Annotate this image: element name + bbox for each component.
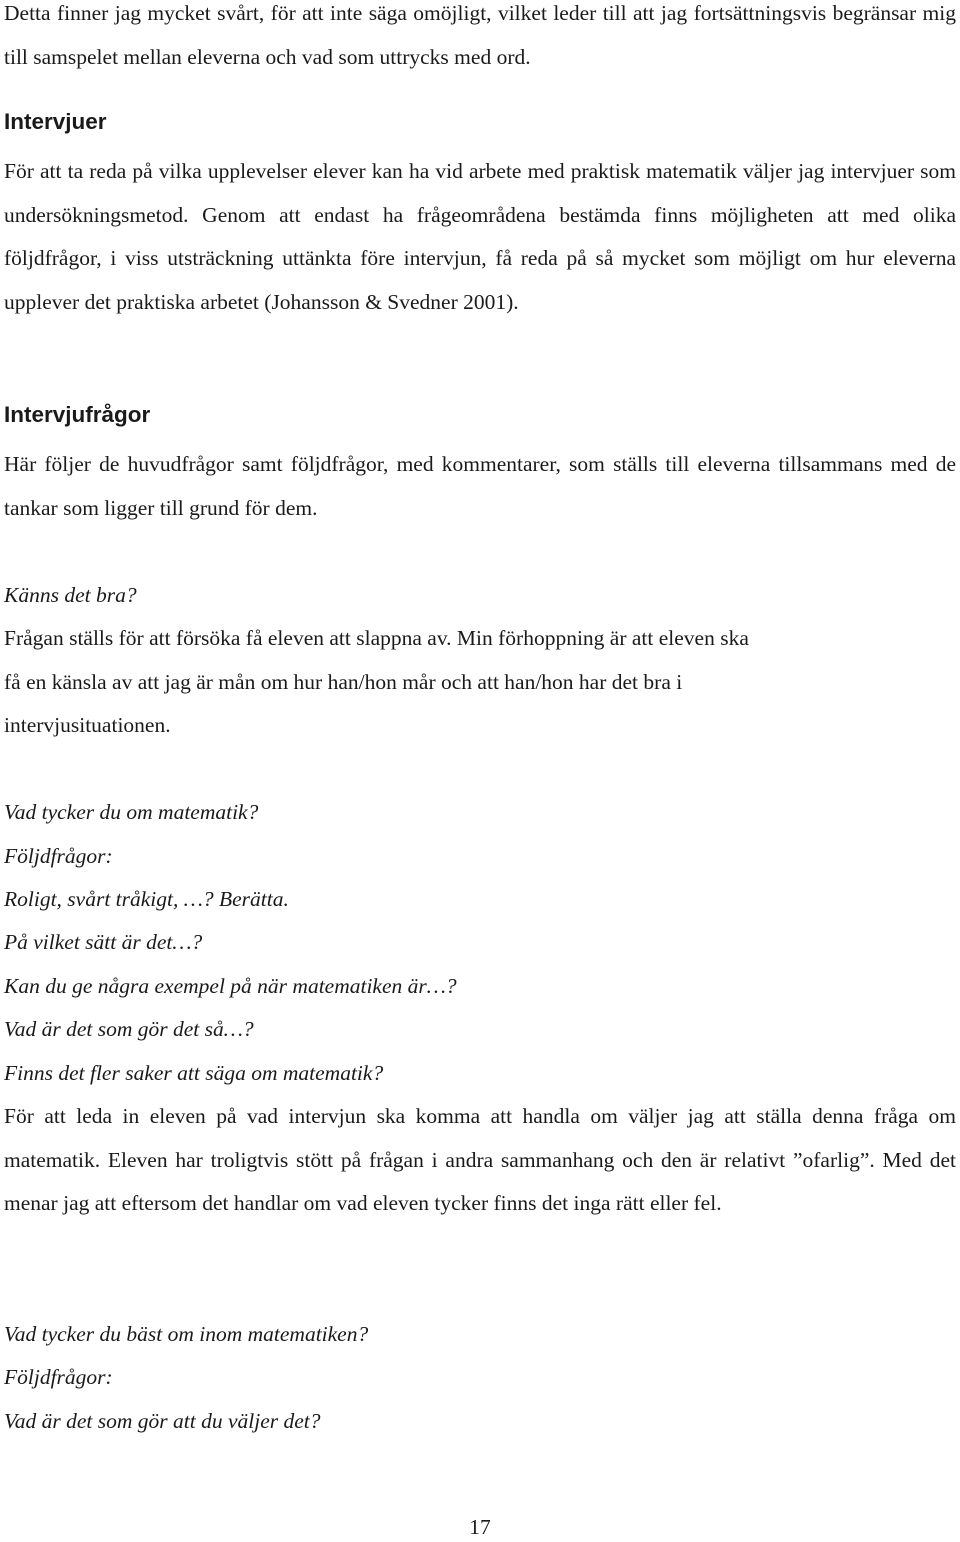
question-1: Känns det bra? [4, 583, 137, 607]
question-2-followup: Finns det fler saker att säga om matematik? [4, 1061, 384, 1085]
question-2-followup: Kan du ge några exempel på när matematiken är…? [4, 974, 457, 998]
intro-paragraph: Detta finner jag mycket svårt, för att inte säga omöjligt, vilket leder till att jag fortsättningsvis begränsar mig till samspelet mellan eleverna och vad som uttrycks med ord. [4, 1, 956, 69]
intervjuer-paragraph: För att ta reda på vilka upplevelser elever kan ha vid arbete med praktisk matematik väljer jag intervjuer som undersökningsmetod. Genom att endast ha frågeområdena bestämda finns möjligheten att med olika följdfrågor, i viss utsträckning uttänkta före intervjun, få reda på så mycket som möjligt om hur eleverna upplever det praktiska arbetet (Johansson & Svedner 2001). [4, 159, 956, 314]
question-3-followup: Vad är det som gör att du väljer det? [4, 1409, 321, 1433]
heading-intervjuer: Intervjuer [4, 109, 107, 134]
question-2-followup: Roligt, svårt tråkigt, …? Berätta. [4, 887, 289, 911]
intervjufragor-paragraph: Här följer de huvudfrågor samt följdfrågor, med kommentarer, som ställs till eleverna tillsammans med de tankar som ligger till grund för dem. [4, 452, 956, 520]
question-1-comment-line: Frågan ställs för att försöka få eleven att slappna av. Min förhoppning är att eleven ska [4, 626, 749, 650]
question-2: Vad tycker du om matematik? [4, 800, 259, 824]
question-2-followup: På vilket sätt är det…? [4, 930, 203, 954]
question-2-followup: Vad är det som gör det så…? [4, 1017, 254, 1041]
page-number: 17 [469, 1515, 491, 1539]
question-1-comment-line: få en känsla av att jag är mån om hur han/hon mår och att han/hon har det bra i [4, 670, 683, 694]
question-3-followup-label: Följdfrågor: [4, 1365, 113, 1389]
question-2-followup-label: Följdfrågor: [4, 844, 113, 868]
question-3: Vad tycker du bäst om inom matematiken? [4, 1322, 369, 1346]
question-1-comment-line: intervjusituationen. [4, 713, 171, 737]
question-2-comment: För att leda in eleven på vad intervjun ska komma att handla om väljer jag att ställa denna fråga om matematik. Eleven har troligtvis stött på frågan i andra sammanhang och den är relativt ”ofarlig”. Med det menar jag att eftersom det handlar om vad eleven tycker finns det inga rätt eller fel. [4, 1104, 956, 1215]
heading-intervjufragor: Intervjufrågor [4, 402, 151, 427]
